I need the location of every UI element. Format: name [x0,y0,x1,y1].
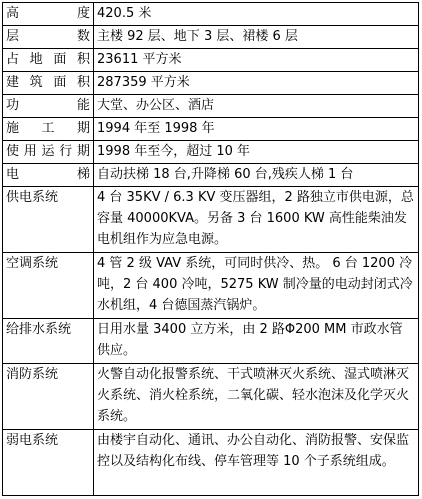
row-label: 使用运行期 [3,141,94,164]
row-label: 弱电系统 [3,430,94,496]
row-value: 自动扶梯 18 台,升降梯 60 台,残疾人梯 1 台 [94,164,419,187]
table-row [3,164,419,187]
table-row [3,72,419,95]
building-spec-table [2,2,419,496]
row-value: 由楼宇自动化、通讯、办公自动化、消防报警、安保监控以及结构化布线、停车管理等 10 个子系统组成。 [94,430,419,496]
row-label: 层 数 [3,26,94,49]
table-row [3,187,419,253]
row-value: 23611 平方米 [94,49,419,72]
row-label: 消防系统 [3,364,94,430]
row-label: 占地面积 [3,49,94,72]
table-row [3,49,419,72]
table-row [3,253,419,319]
row-label: 施 工 期 [3,118,94,141]
table-row [3,118,419,141]
table-row [3,95,419,118]
table-row [3,3,419,26]
row-label: 功 能 [3,95,94,118]
table-row [3,319,419,364]
table-row [3,430,419,496]
row-label: 供电系统 [3,187,94,253]
row-value: 火警自动化报警系统、干式喷淋灭火系统、湿式喷淋灭火系统、消火栓系统，二氧化碳、轻水泡沫及化学灭火系统。 [94,364,419,430]
table-row [3,141,419,164]
row-label: 建筑面积 [3,72,94,95]
row-label: 电 梯 [3,164,94,187]
row-value: 287359 平方米 [94,72,419,95]
table-row [3,364,419,430]
row-value: 4 管 2 级 VAV 系统，可同时供冷、热。 6 台 1200 冷吨，2 台 400 冷吨，5275 KW 制冷量的电动封闭式冷水机组，4 台德国蒸汽锅炉。 [94,253,419,319]
row-value: 大堂、办公区、酒店 [94,95,419,118]
row-label: 给排水系统 [3,319,94,364]
row-value: 4 台 35KV / 6.3 KV 变压器组，2 路独立市供电源，总容量 40000KVA。另备 3 台 1600 KW 高性能柴油发电机组作为应急电源。 [94,187,419,253]
row-value: 日用水量 3400 立方米，由 2 路Φ200 MM 市政水管供应。 [94,319,419,364]
row-value: 1998 年至今，超过 10 年 [94,141,419,164]
row-value: 主楼 92 层、地下 3 层、裙楼 6 层 [94,26,419,49]
table-row [3,26,419,49]
row-label: 高 度 [3,3,94,26]
row-label: 空调系统 [3,253,94,319]
row-value: 420.5 米 [94,3,419,26]
row-value: 1994 年至 1998 年 [94,118,419,141]
